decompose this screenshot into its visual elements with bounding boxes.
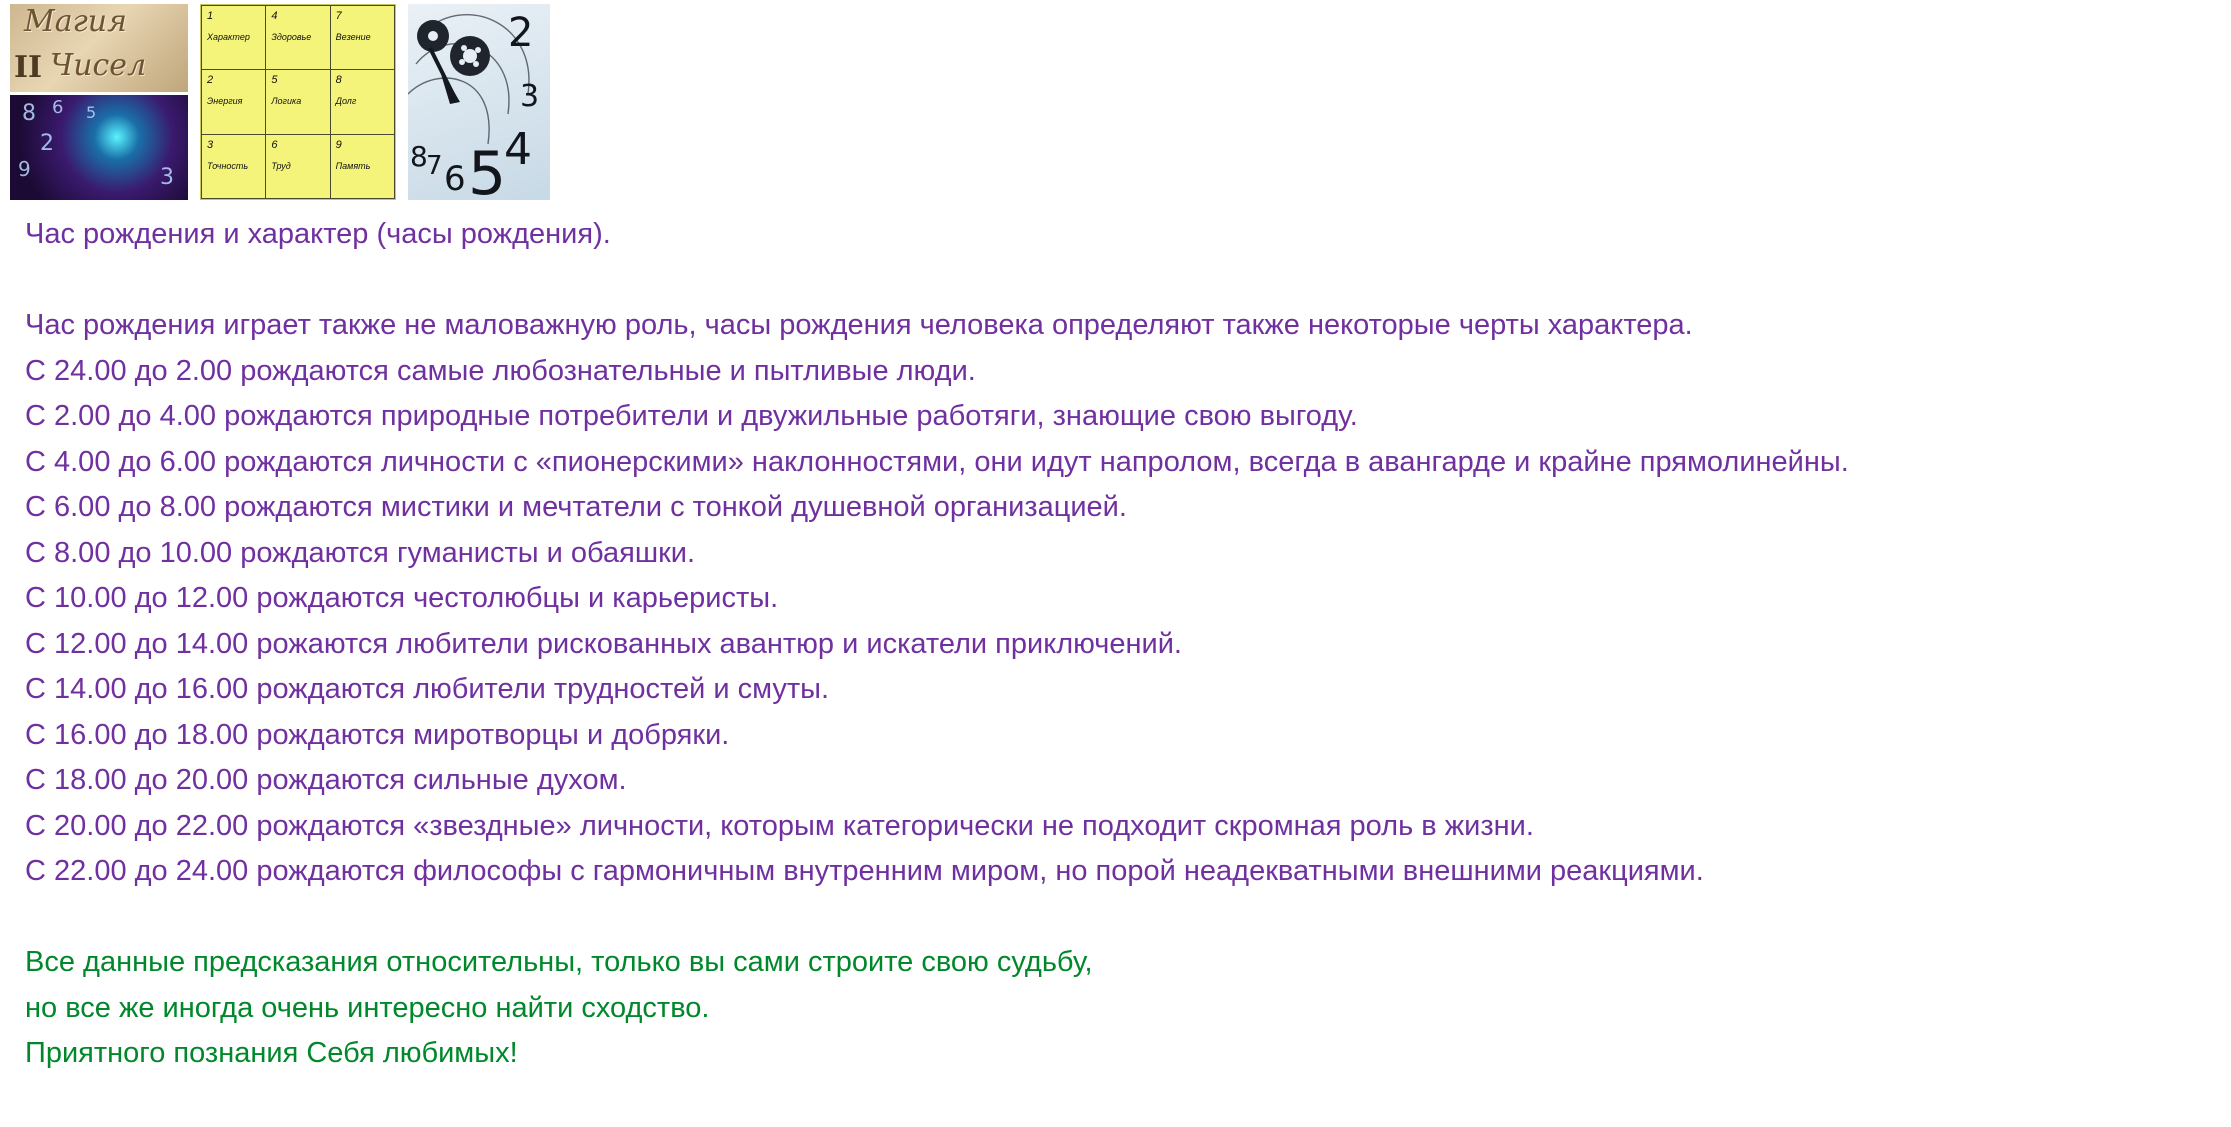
birth-hour-item: С 12.00 до 14.00 рожаются любители рискованных авантюр и искатели приключений. bbox=[25, 627, 1182, 660]
grid-cell: 8 Долг bbox=[330, 70, 394, 134]
birth-hour-item: С 10.00 до 12.00 рождаются честолюбцы и карьеристы. bbox=[25, 582, 779, 614]
spacer bbox=[25, 895, 2215, 941]
article-heading: Час рождения и характер (часы рождения). bbox=[25, 218, 611, 250]
birth-hour-item: С 16.00 до 18.00 рождаются миротворцы и добряки. bbox=[25, 718, 730, 751]
grid-cell: 9 Память bbox=[330, 134, 394, 198]
clock-numbers-image[interactable] bbox=[408, 4, 550, 200]
clock-numbers-art bbox=[408, 4, 550, 200]
birth-hour-item: С 4.00 до 6.00 рождаются личности с «пионерскими» наклонностями, они идут напролом, всегда в авангарде и крайне прямолинейны. bbox=[25, 445, 1849, 478]
clock-digit: 2 bbox=[508, 10, 534, 56]
grid-cell: 6 Труд bbox=[266, 134, 330, 198]
magic-title-line1: Магия bbox=[24, 4, 127, 39]
grid-cell: 5 Логика bbox=[266, 70, 330, 134]
grid-cell: 7 Везение bbox=[330, 6, 394, 70]
birth-hour-item: С 6.00 до 8.00 рождаются мистики и мечтатели с тонкой душевной организацией. bbox=[25, 491, 1127, 523]
article-intro: Час рождения играет также не маловажную роль, часы рождения человека определяют также некоторые черты характера. bbox=[25, 309, 1693, 341]
birth-hour-item: С 22.00 до 24.00 рождаются философы с гармоничным внутренним миром, но порой неадекватными внешними реакциями. bbox=[25, 855, 1704, 887]
clock-digit: 5 bbox=[468, 139, 507, 200]
clock-digit: 6 bbox=[444, 159, 466, 199]
magic-digit: 9 bbox=[18, 157, 31, 181]
magic-roman-numeral: II bbox=[14, 50, 43, 85]
clock-digit: 7 bbox=[426, 151, 443, 181]
magic-digit: 2 bbox=[40, 131, 54, 156]
clock-digit: 3 bbox=[520, 79, 540, 114]
magic-of-numbers-image[interactable] bbox=[10, 4, 188, 200]
grid-cell: 1 Характер bbox=[202, 6, 266, 70]
closing-line: Все данные предсказания относительны, только вы сами строите свою судьбу, bbox=[25, 946, 1093, 978]
birth-hour-item: С 20.00 до 22.00 рождаются «звездные» личности, которым категорически не подходит скромная роль в жизни. bbox=[25, 809, 1534, 842]
grid-cell: 4 Здоровье bbox=[266, 6, 330, 70]
closing-line: но все же иногда очень интересно найти сходство. bbox=[25, 991, 710, 1024]
psychomatrix-grid-image[interactable] bbox=[200, 4, 396, 200]
magic-glow-picture bbox=[10, 95, 188, 200]
magic-title-panel bbox=[10, 4, 188, 92]
grid-table bbox=[201, 5, 395, 199]
spacer bbox=[25, 258, 2215, 304]
article-body bbox=[25, 212, 2215, 1077]
birth-hour-item: С 14.00 до 16.00 рождаются любители трудностей и смуты. bbox=[25, 673, 830, 705]
clock-digit: 4 bbox=[504, 124, 532, 175]
birth-hour-item: С 8.00 до 10.00 рождаются гуманисты и обаяшки. bbox=[25, 536, 696, 569]
magic-title-line2: Чисел bbox=[50, 48, 147, 83]
grid-cell: 3 Точность bbox=[202, 134, 266, 198]
birth-hour-item: С 2.00 до 4.00 рождаются природные потребители и двужильные работяги, знающие свою выгоду. bbox=[25, 400, 1358, 432]
birth-hour-item: С 24.00 до 2.00 рождаются самые любознательные и пытливые люди. bbox=[25, 354, 976, 387]
magic-digit: 5 bbox=[86, 103, 97, 122]
closing-line: Приятного познания Себя любимых! bbox=[25, 1037, 518, 1069]
magic-digit: 3 bbox=[160, 165, 174, 190]
magic-digit: 8 bbox=[22, 101, 36, 126]
magic-digit: 6 bbox=[52, 97, 64, 118]
birth-hour-item: С 18.00 до 20.00 рождаются сильные духом. bbox=[25, 764, 627, 796]
clock-digit: 8 bbox=[410, 140, 428, 173]
grid-cell: 2 Энергия bbox=[202, 70, 266, 134]
